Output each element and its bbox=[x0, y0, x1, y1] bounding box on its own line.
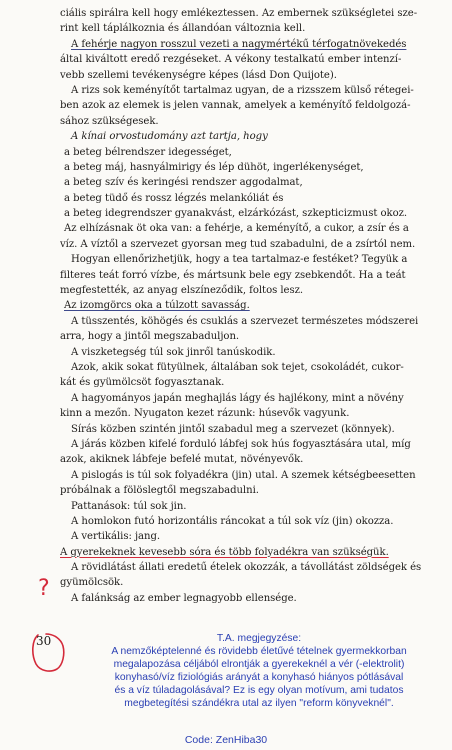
text-line: A homlokon futó horizontális ráncokat a túl sok víz (jin) okozza. bbox=[71, 515, 394, 527]
page-number: 30 bbox=[36, 634, 52, 648]
text-line: A tüsszentés, köhögés és csuklás a szervezet természetes módszerei bbox=[71, 315, 419, 327]
text-line: A vertikális: jang. bbox=[71, 531, 161, 543]
text-line: ciális spirálra kell hogy emlékeztessen. Az embernek szükségletei sze- bbox=[60, 8, 418, 19]
text-line: Az elhízásnak öt oka van: a fehérje, a keményítő, a cukor, a zsír és a bbox=[64, 223, 409, 235]
text-line: filteres teát forró vízbe, és mártsunk bele egy zsebkendőt. Ha a teát bbox=[60, 269, 406, 281]
text-line: arra, hogy a jintől megszabaduljon. bbox=[60, 331, 240, 343]
text-line: Hogyan ellenőrizhetjük, hogy a tea tartalmaz-e festéket? Tegyük a bbox=[71, 254, 408, 266]
text-line: a beteg idegrendszer gyanakvást, elzárkózást, szkepticizmust okoz. bbox=[64, 208, 408, 220]
text-line-italic: A kínai orvostudomány azt tartja, hogy bbox=[71, 131, 268, 143]
translator-note bbox=[66, 632, 452, 710]
text-line: rint kell táplálkoznia és állandóan változnia kell. bbox=[60, 23, 306, 35]
text-line: sához szükségesek. bbox=[60, 115, 159, 127]
question-mark-annotation: ? bbox=[38, 576, 50, 601]
text-line: a beteg tüdő és rossz légzés melankóliát és bbox=[64, 192, 284, 204]
text-line-underlined-red: A gyerekeknek kevesebb sóra és több folyadékra van szükségük. bbox=[60, 546, 389, 558]
text-line-underlined-blue: A fehérje nagyon rosszul vezeti a nagymértékű térfogatnövekedés bbox=[71, 38, 407, 50]
text-line: A pislogás is túl sok folyadékra (jin) utal. A szemek kétségbeesetten bbox=[71, 469, 416, 481]
text-line: Azok, akik sokat fütyülnek, általában sok tejet, csokoládét, cukor- bbox=[71, 361, 404, 373]
note-heading: T.A. megjegyzése: bbox=[216, 633, 302, 644]
text-line: A hagyományos japán meghajlás lágy és hajlékony, mint a növény bbox=[71, 392, 404, 404]
text-line: kinn a mezőn. Nyugaton kezet rázunk: húsevők vagyunk. bbox=[60, 408, 350, 420]
text-line: A falánkság az ember legnagyobb ellensége. bbox=[71, 592, 297, 604]
note-line: megbetegítési szándékra utal az ilyen "reform könyveknél". bbox=[124, 698, 394, 709]
page-body-text bbox=[60, 6, 444, 606]
text-line: Pattanások: túl sok jin. bbox=[71, 500, 187, 512]
text-line: kát és gyümölcsöt fogyasztanak. bbox=[60, 377, 225, 389]
note-line: megalapozása céljából elrontják a gyerekeknél a vér (-elektrolit) bbox=[113, 659, 405, 670]
text-line bbox=[60, 37, 444, 52]
text-line: A rövidlátást állati eredetű ételek okozzák, a távollátást zöldségek és bbox=[71, 562, 422, 574]
text-line bbox=[60, 298, 444, 313]
text-line: megfestették, az anyag elszíneződik, foltos lesz. bbox=[60, 285, 304, 297]
note-line: konyhasó/víz fiziológiás arányát a konyhasó hiányos pótlásával bbox=[114, 672, 404, 683]
text-line: gyümölcsök. bbox=[60, 577, 124, 589]
text-line: víz. A víztől a szervezet gyorsan meg tud szabadulni, de a zsírtól nem. bbox=[60, 238, 416, 250]
text-line: A rizs sok keményítőt tartalmaz ugyan, de a rizsszem külső rétegei- bbox=[71, 84, 414, 96]
code-label: Code: ZenHiba30 bbox=[184, 734, 268, 746]
text-line: próbálnak a fölöslegtől megszabadulni. bbox=[60, 485, 259, 497]
text-line: vebb szellemi tevékenységre képes (lásd Don Quijote). bbox=[60, 69, 337, 81]
note-line: és a víz túladagolásával? Ez is egy olyan motívum, ami tudatos bbox=[114, 685, 404, 696]
text-line-underlined-blue: Az izomgörcs oka a túlzott savasság. bbox=[64, 300, 250, 312]
text-line: a beteg bélrendszer idegességet, bbox=[64, 146, 232, 158]
text-line: A viszketegség túl sok jinről tanúskodik. bbox=[71, 346, 276, 358]
text-line: Sírás közben szintén jintől szabadul meg a szervezet (könnyek). bbox=[71, 423, 395, 435]
note-line: A nemzőképtelenné és rövidebb életűvé tételnek gyermekkorban bbox=[111, 646, 407, 657]
text-line: azok, akiknek lábfeje befelé mutat, növényevők. bbox=[60, 454, 304, 466]
text-line bbox=[60, 545, 444, 560]
text-line: a beteg szív és keringési rendszer aggodalmat, bbox=[64, 177, 303, 189]
page-number-circle bbox=[30, 632, 66, 674]
text-line: A járás közben kifelé forduló lábfej sok hús fogyasztására utal, míg bbox=[71, 438, 411, 450]
text-line: által kiváltott eredő rezgéseket. A vékony testalkatú ember intenzí- bbox=[60, 54, 402, 66]
text-line: ben azok az elemek is jelen vannak, amelyek a keményítő feldolgozá- bbox=[60, 100, 411, 112]
text-line: a beteg máj, hasnyálmirigy és lép dühöt, ingerlékenységet, bbox=[64, 161, 364, 173]
